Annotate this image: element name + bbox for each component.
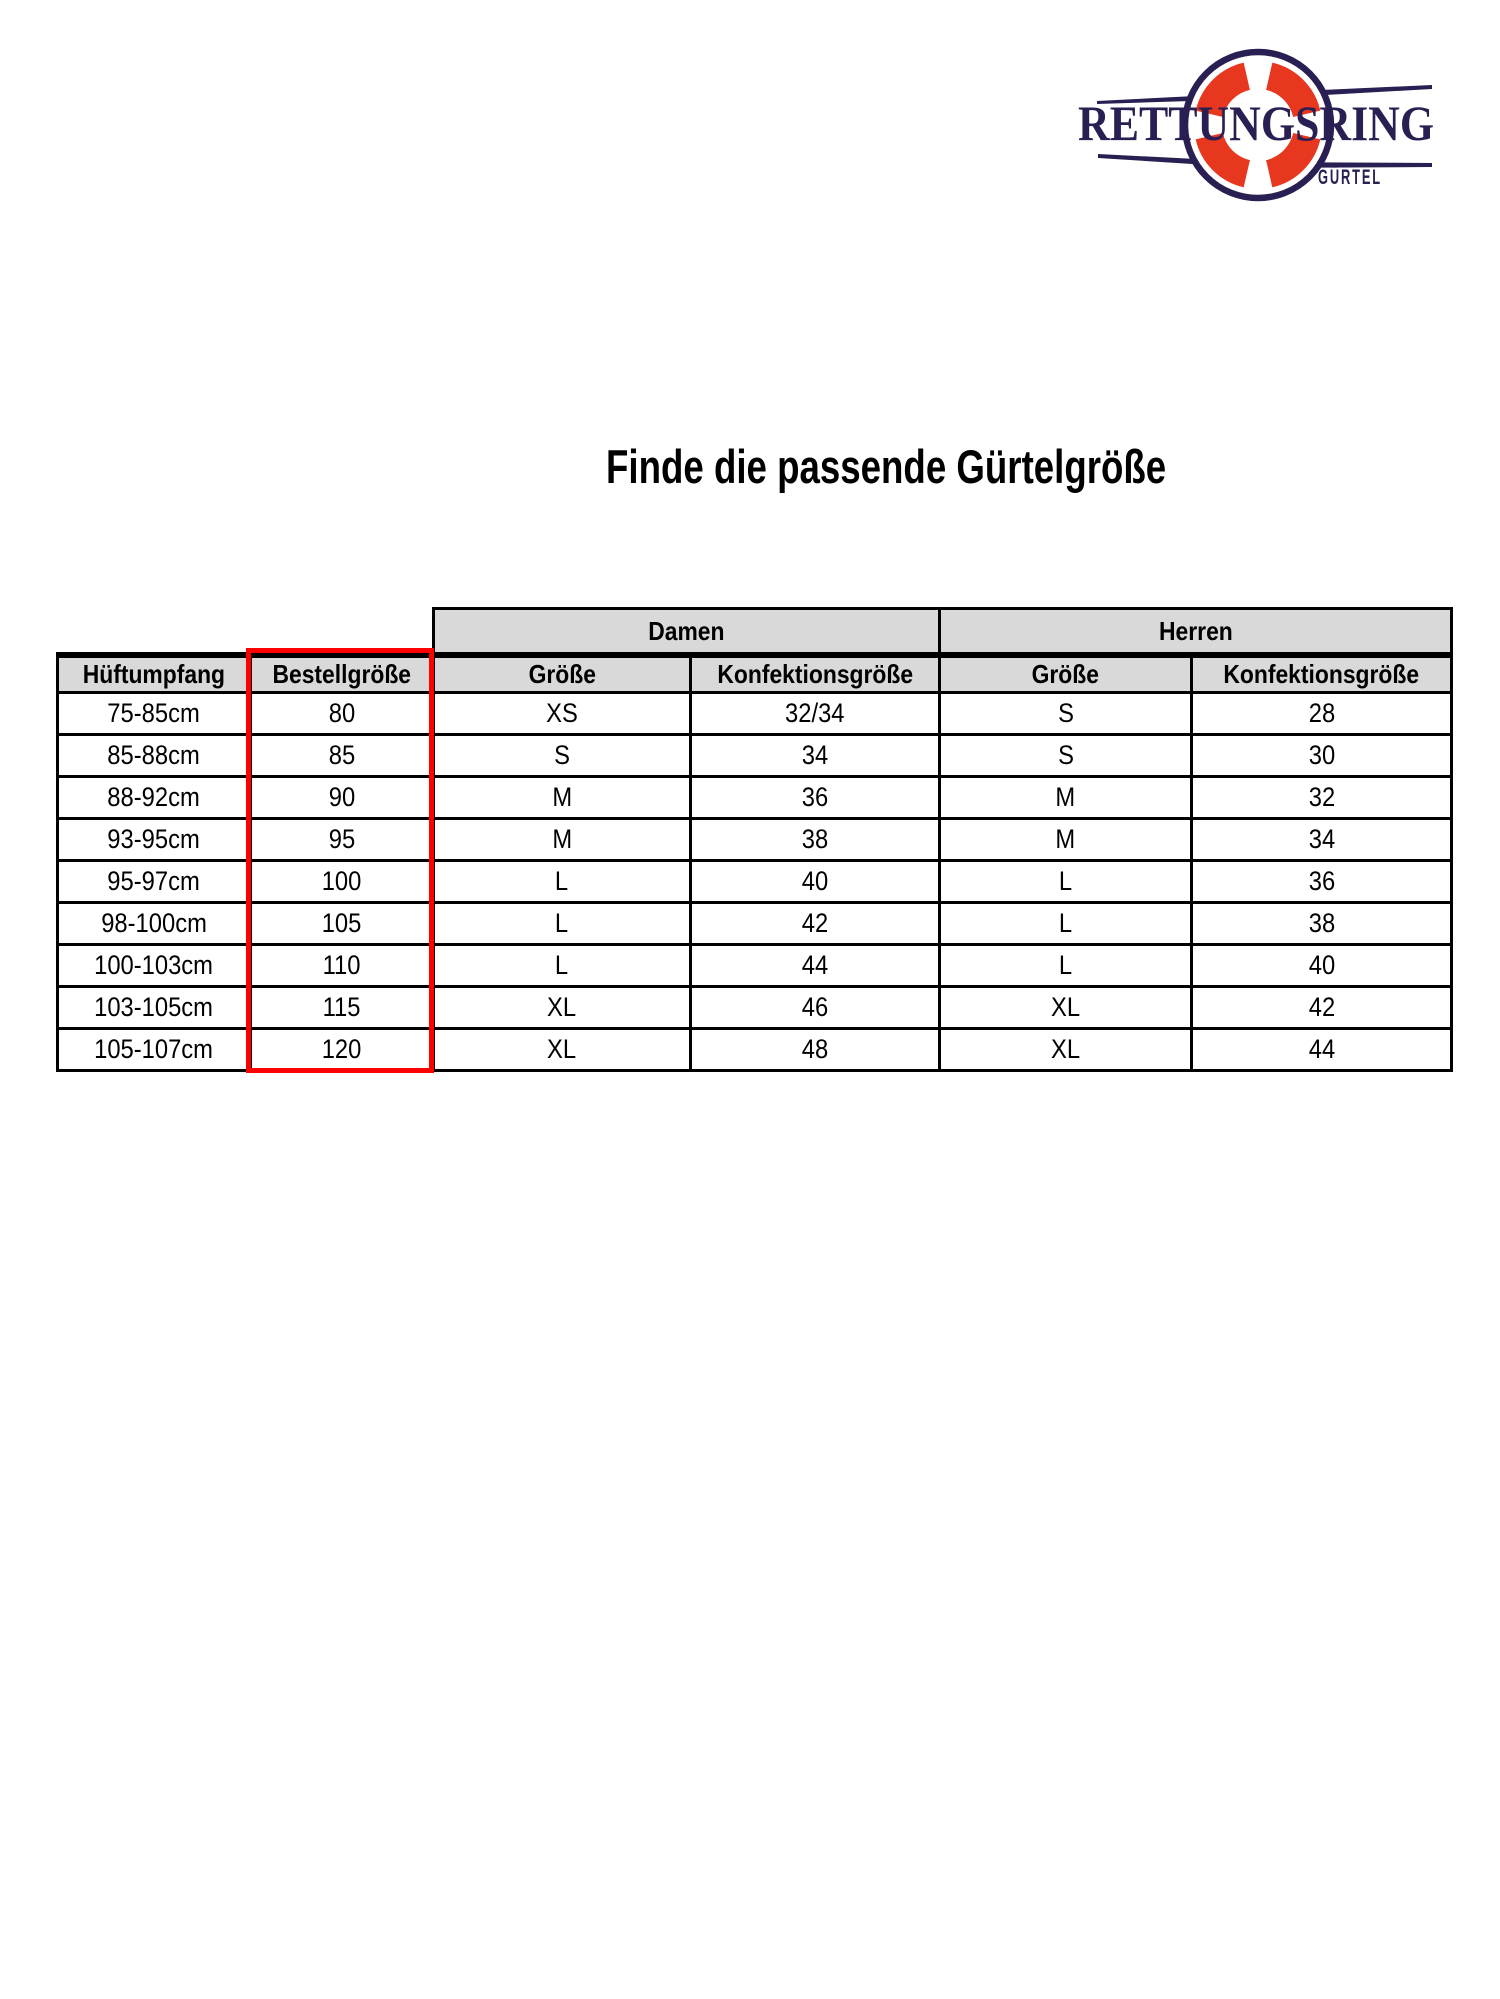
rettungsring-logo xyxy=(1055,38,1455,208)
column-header-row xyxy=(58,655,1452,693)
page-title-text: Finde die passende Gürtelgröße xyxy=(606,440,1167,493)
cell-hip: 75-85cm xyxy=(58,693,251,735)
cell-order: 110 xyxy=(251,945,434,987)
group-header-damen xyxy=(434,609,940,656)
cell-hip: 103-105cm xyxy=(58,987,251,1029)
cell-damen-size: XL xyxy=(434,987,691,1029)
cell-order: 85 xyxy=(251,735,434,777)
column-header-damen-konfektion xyxy=(691,655,940,693)
column-header-damen-konfektion-label: Konfektionsgröße xyxy=(717,659,913,689)
brand-subtitle: GÜRTEL xyxy=(1318,166,1382,189)
cell-order: 105 xyxy=(251,903,434,945)
cell-damen-size: S xyxy=(434,735,691,777)
table-row xyxy=(58,861,1452,903)
cell-damen-size: XL xyxy=(434,1029,691,1071)
cell-herren-konfektion: 44 xyxy=(1192,1029,1452,1071)
cell-herren-size: L xyxy=(940,945,1192,987)
cell-herren-konfektion: 36 xyxy=(1192,861,1452,903)
cell-herren-size: M xyxy=(940,819,1192,861)
table-row xyxy=(58,987,1452,1029)
cell-damen-konfektion: 40 xyxy=(691,861,940,903)
table-row xyxy=(58,735,1452,777)
column-header-hip xyxy=(58,655,251,693)
column-header-herren-size xyxy=(940,655,1192,693)
table-row xyxy=(58,903,1452,945)
cell-herren-size: L xyxy=(940,861,1192,903)
cell-damen-konfektion: 32/34 xyxy=(691,693,940,735)
cell-herren-konfektion: 28 xyxy=(1192,693,1452,735)
cell-damen-size: M xyxy=(434,819,691,861)
cell-order: 120 xyxy=(251,1029,434,1071)
cell-herren-size: XL xyxy=(940,1029,1192,1071)
cell-herren-konfektion: 34 xyxy=(1192,819,1452,861)
cell-order: 95 xyxy=(251,819,434,861)
column-header-damen-size-label: Größe xyxy=(528,659,596,689)
cell-herren-konfektion: 30 xyxy=(1192,735,1452,777)
group-header-herren xyxy=(940,609,1452,656)
cell-order: 100 xyxy=(251,861,434,903)
cell-herren-size: M xyxy=(940,777,1192,819)
cell-herren-konfektion: 42 xyxy=(1192,987,1452,1029)
cell-damen-konfektion: 46 xyxy=(691,987,940,1029)
table-row xyxy=(58,1029,1452,1071)
table-row xyxy=(58,819,1452,861)
cell-order: 115 xyxy=(251,987,434,1029)
table-row xyxy=(58,777,1452,819)
cell-hip: 93-95cm xyxy=(58,819,251,861)
column-header-herren-konfektion-label: Konfektionsgröße xyxy=(1223,659,1420,689)
cell-damen-konfektion: 44 xyxy=(691,945,940,987)
cell-herren-size: L xyxy=(940,903,1192,945)
cell-order: 80 xyxy=(251,693,434,735)
cell-damen-size: L xyxy=(434,903,691,945)
group-header-herren-label: Herren xyxy=(1158,615,1233,646)
cell-damen-konfektion: 34 xyxy=(691,735,940,777)
cell-hip: 100-103cm xyxy=(58,945,251,987)
cell-damen-size: M xyxy=(434,777,691,819)
group-header-damen-label: Damen xyxy=(648,615,725,646)
column-header-order xyxy=(251,655,434,693)
column-header-hip-label: Hüftumpfang xyxy=(82,659,226,689)
brand-wordmark: RETTUNGSRING xyxy=(1078,95,1434,151)
cell-herren-size: S xyxy=(940,735,1192,777)
cell-herren-konfektion: 32 xyxy=(1192,777,1452,819)
cell-hip: 105-107cm xyxy=(58,1029,251,1071)
cell-damen-konfektion: 38 xyxy=(691,819,940,861)
cell-damen-size: XS xyxy=(434,693,691,735)
cell-hip: 88-92cm xyxy=(58,777,251,819)
cell-herren-konfektion: 40 xyxy=(1192,945,1452,987)
column-header-order-label: Bestellgröße xyxy=(272,659,412,689)
column-header-herren-size-label: Größe xyxy=(1031,659,1100,689)
cell-hip: 85-88cm xyxy=(58,735,251,777)
cell-order: 90 xyxy=(251,777,434,819)
cell-damen-size: L xyxy=(434,945,691,987)
cell-damen-konfektion: 36 xyxy=(691,777,940,819)
cell-herren-size: XL xyxy=(940,987,1192,1029)
table-row xyxy=(58,945,1452,987)
cell-herren-konfektion: 38 xyxy=(1192,903,1452,945)
size-table xyxy=(56,607,1453,1072)
column-header-herren-konfektion xyxy=(1192,655,1452,693)
group-header-row xyxy=(58,609,1452,656)
cell-damen-konfektion: 42 xyxy=(691,903,940,945)
cell-damen-konfektion: 48 xyxy=(691,1029,940,1071)
group-header-spacer xyxy=(58,609,434,656)
cell-hip: 98-100cm xyxy=(58,903,251,945)
cell-damen-size: L xyxy=(434,861,691,903)
page-title xyxy=(527,440,1167,494)
cell-herren-size: S xyxy=(940,693,1192,735)
cell-hip: 95-97cm xyxy=(58,861,251,903)
table-row xyxy=(58,693,1452,735)
column-header-damen-size xyxy=(434,655,691,693)
